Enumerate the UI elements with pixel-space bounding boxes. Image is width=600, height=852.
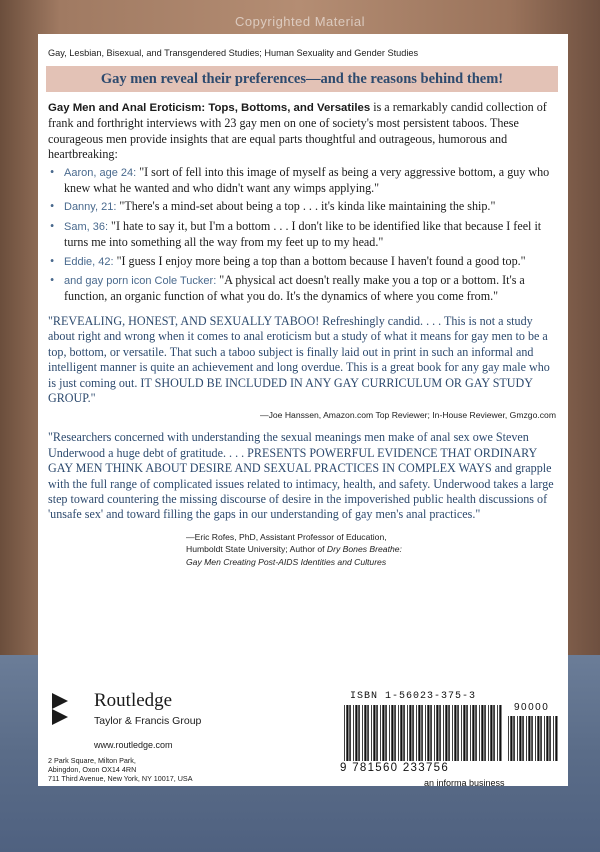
review-2 xyxy=(48,430,556,522)
publisher-group: Taylor & Francis Group xyxy=(94,715,202,727)
ean-barcode xyxy=(344,705,504,761)
bullet-icon: • xyxy=(50,273,55,288)
isbn-label: ISBN 1-56023-375-3 xyxy=(350,691,477,702)
speaker: Danny, 21: xyxy=(64,201,117,214)
attribution-affiliation: Humboldt State University; Author of xyxy=(186,544,327,555)
ean-number: 9 781560 233756 xyxy=(340,762,450,774)
book-title: Gay Men and Anal Eroticism: Tops, Bottoms, and Versatiles xyxy=(48,102,371,114)
attribution-book-subtitle: Gay Men Creating Post-AIDS Identities and Cultures xyxy=(186,556,387,567)
quote-text: "There's a mind-set about being a top . . . it's kinda like maintaining the ship." xyxy=(116,199,496,214)
publisher-address xyxy=(48,756,193,783)
quote-text: "A physical act doesn't really make you a top or a bottom. It's a function, an organic function of what you do. It's the dynamics of where you come from." xyxy=(64,273,525,304)
addon-number: 90000 xyxy=(514,702,550,713)
speaker: Sam, 36: xyxy=(64,220,109,233)
list-item xyxy=(48,254,556,270)
address-line-2: Abingdon, Oxon OX14 4RN xyxy=(48,765,137,774)
list-item xyxy=(48,219,556,251)
bullet-icon: • xyxy=(50,253,55,268)
attribution-line-3 xyxy=(186,556,556,569)
speaker: and gay porn icon Cole Tucker: xyxy=(64,275,217,288)
attribution-line-1: —Eric Rofes, PhD, Assistant Professor of Education, xyxy=(186,531,387,542)
quote-text: "I guess I enjoy more being a top than a bottom because I haven't found a good top." xyxy=(113,253,526,268)
publisher-website: www.routledge.com xyxy=(94,740,173,750)
blurb-body xyxy=(48,100,556,568)
attribution-line-2 xyxy=(186,543,556,556)
quote-list xyxy=(48,165,556,305)
review-1-attribution: —Joe Hanssen, Amazon.com Top Reviewer; In-House Reviewer, Gmzgo.com xyxy=(260,410,556,421)
review-1-text: Refreshingly candid. . . . This is not a study about right and wrong when it comes to anal eroticism but a study of what it means for gay men to be a top, bottom, or versatile. That such a taboo subject is finally laid out in print in such an informal and intelligent manner is quite an achievement and long overdue. This is a great book for any gay male who is just coming out. xyxy=(48,313,550,390)
list-item xyxy=(48,199,556,215)
review-2-caps: PRESENTS POWERFUL EVIDENCE THAT ORDINARY GAY MEN THINK ABOUT DESIRE AND SEXUAL PRACTICES IN COMPLEX WAYS xyxy=(48,445,537,476)
headline-banner xyxy=(46,66,558,92)
routledge-logo-icon xyxy=(50,691,70,727)
subject-category: Gay, Lesbian, Bisexual, and Transgendered Studies; Human Sexuality and Gender Studies xyxy=(48,48,419,58)
review-1 xyxy=(48,314,556,406)
speaker: Eddie, 42: xyxy=(64,255,114,268)
review-1-tail: IT SHOULD BE INCLUDED IN ANY GAY CURRICULUM OR GAY STUDY GROUP." xyxy=(48,375,533,405)
headline: Gay men reveal their preferences—and the reasons behind them! xyxy=(100,71,504,87)
intro-paragraph xyxy=(48,100,556,163)
review-1-lead: "REVEALING, HONEST, AND SEXUALLY TABOO! xyxy=(48,313,323,328)
intro-text: is a remarkably candid collection of frank and forthright interviews with 23 gay men on one of society's most persistent taboos. These courageous men provide insights that are equal parts thoughtful and outrageous, humorous and heartbreaking: xyxy=(48,100,547,162)
review-2-text: and grapple with the full range of complicated issues related to intimacy, health, and safety. Underwood takes a large step toward countering the missing discourse of desire in the impoverished public health discussions of 'unsafe sex' and toward filling the gaps in our understanding of gay men's anal practices." xyxy=(48,461,554,522)
bullet-icon: • xyxy=(50,199,55,214)
list-item xyxy=(48,273,556,305)
quote-text: "I hate to say it, but I'm a bottom . . . I don't like to be identified like that because I feel it turns me into something all the way from my feet up to my head." xyxy=(64,218,542,250)
attribution-book-title: Dry Bones Breathe: xyxy=(326,544,402,555)
back-cover-text-panel xyxy=(38,34,568,786)
publisher-name: Routledge xyxy=(94,690,173,711)
quote-text: "I sort of fell into this image of myself as being a very aggressive bottom, a guy who knew what he wanted and who didn't want any wimps applying." xyxy=(64,164,550,196)
review-2-lead: "Researchers concerned with understanding the sexual meanings men make of anal sex owe Steven Underwood a huge debt of gratitude. . . . xyxy=(48,430,529,460)
address-line-3: 711 Third Avenue, New York, NY 10017, USA xyxy=(48,774,193,783)
informa-tagline: an informa business xyxy=(424,778,505,788)
watermark: Copyrighted Material xyxy=(235,14,365,29)
bullet-icon: • xyxy=(50,164,55,179)
address-line-1: 2 Park Square, Milton Park, xyxy=(48,756,136,765)
review-2-attribution xyxy=(48,531,556,569)
addon-barcode xyxy=(508,716,558,761)
bullet-icon: • xyxy=(50,218,55,233)
list-item xyxy=(48,165,556,197)
speaker: Aaron, age 24: xyxy=(64,166,137,179)
